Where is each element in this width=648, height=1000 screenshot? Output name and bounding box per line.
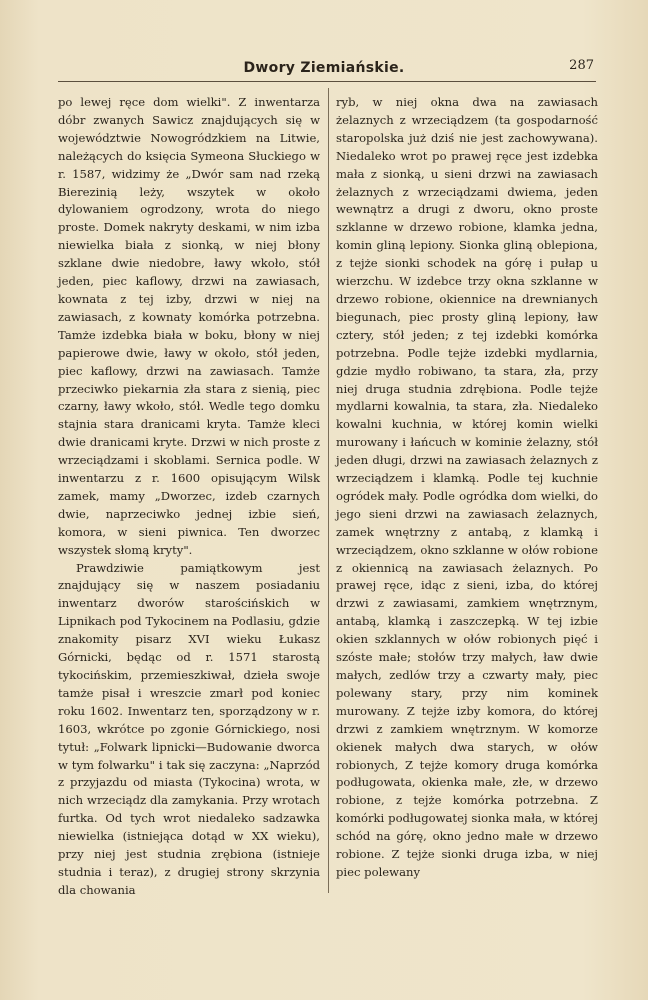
- left-text-column: [58, 94, 320, 900]
- page-number: 287: [569, 58, 594, 73]
- column-divider: [328, 88, 329, 893]
- running-header-title: Dwory Ziemiańskie.: [243, 60, 405, 76]
- header-rule: [58, 81, 596, 82]
- right-text-column: [336, 94, 598, 882]
- paragraph-2: Prawdziwie pamiątkowym jest znajdujący się w naszem posiadaniu inwentarz dworów starościńskich w Lipnikach pod Tykocinem na Podlasiu, gdzie znakomity pisarz XVI wieku Łukasz Górnicki, będąc od r. 1571 starostą tykocińskim, przemieszkiwał, dzieła swoje tamże pisał i wreszcie zmarł pod koniec roku 1602. Inwentarz ten, sporządzony w r. 1603, wkrótce po zgonie Górnickiego, nosi tytuł: „Folwark lipnicki—Budowanie dworca w tym folwarku" i tak się zaczyna: „Naprzód z przyjazdu od miasta (Tykocina) wrota, w nich wrzeciądz dla zamykania. Przy wrotach furtka. Od tych wrot niedaleko sadzawka niewielka (istniejąca dotąd w XX wieku), przy niej jest studnia zrębiona (istnieje studnia i teraz), z drugiej strony skrzynia dla chowania: [58, 560, 320, 897]
- paragraph-3: ryb, w niej okna dwa na zawiasach żelaznych z wrzeciądzem (ta gospodarność staropolska już dziś nie jest zachowywana). Niedaleko wrot po prawej ręce jest izdebka mała z sionką, u sieni drzwi na zawiasach żelaznych z wrzeciądzami dwiema, jeden wewnątrz a drugi z dworu, okno proste szklanne w drzewo robione, klamka jedna, komin gliną lepiony. Sionka gliną oblepiona, z tejże sionki schodek na górę i pułap u wierzchu. W izdebce trzy okna szklanne w drzewo robione, okiennice na drewnianych biegunach, piec prosty gliną lepiony, ław cztery, stół jeden; z tej izdebki komórka potrzebna. Podle tejże izdebki mydlarnia, gdzie mydło robiwano, ta stara, zła, przy niej druga studnia zdrębiona. Podle tejże mydlarni kowalnia, ta stara, zła. Niedaleko kowalni kuchnia, w której komin wielki murowany i łańcuch w kominie żelazny, stół jeden długi, drzwi na zawiasach żelaznych z wrzeciądzem i klamką. Podle tej kuchnie ogródek mały. Podle ogródka dom wielki, do jego sieni drzwi na zawiasach żelaznych, zamek wnętrzny z antabą, z klamką i wrzeciądzem, okno szklanne w ołów robione z okiennicą na zawiasach żelaznych. Po prawej ręce, idąc z sieni, izba, do której drzwi z zawiasami, zamkiem wnętrznym, antabą, klamką i zaszczepką. W tej izbie okien szklannych w ołów robionych pięć i szóste małe; stołów trzy małych, ław dwie małych, zedlów trzy a czwarty mały, piec polewany stary, przy nim kominek murowany. Z tejże izby komora, do której drzwi z zamkiem wnętrznym. W komorze okienek małych dwa starych, w ołów robionych, Z tejże komory druga komórka podługowata, okienka małe, złe, w drzewo robione, z tejże komórka potrzebna. Z komórki podługowatej sionka mała, w której schód na górę, okno jedno małe w drzewo robione. Z tejże sionki druga izba, w niej piec polewany: [336, 95, 598, 879]
- paragraph-1: po lewej ręce dom wielki". Z inwentarza dóbr zwanych Sawicz znajdujących się w województwie Nowogródzkiem na Litwie, należących do księcia Symeona Słuckiego w r. 1587, widzimy że „Dwór sam nad rzeką Bierezinią leży, wszytek w około dylowaniem ogrodzony, wrota do niego proste. Domek nakryty deskami, w nim izba niewielka biała z sionką, w niej błony szklane dwie niedobre, ławy wkoło, stół jeden, piec kaflowy, drzwi na zawiasach, kownata z tej izby, drzwi w niej na zawiasach, z kownaty komórka potrzebna. Tamże izdebka biała w boku, błony w niej papierowe dwie, ławy w około, stół jeden, piec kaflowy, drzwi na zawiasach. Tamże przeciwko piekarnia zła stara z sienią, piec czarny, ławy wkoło, stół. Wedle tego domku stajnia stara dranicami kryta. Tamże kleci dwie dranicami kryte. Drzwi w nich proste z wrzeciądzami i skoblami. Sernica podle. W inwentarzu z r. 1600 opisującym Wilsk zamek, mamy „Dworzec, izdeb czarnych dwie, naprzeciwko jednej izbie sień, komora, w sieni piwnica. Ten dworzec wszystek słomą kryty".: [58, 95, 320, 557]
